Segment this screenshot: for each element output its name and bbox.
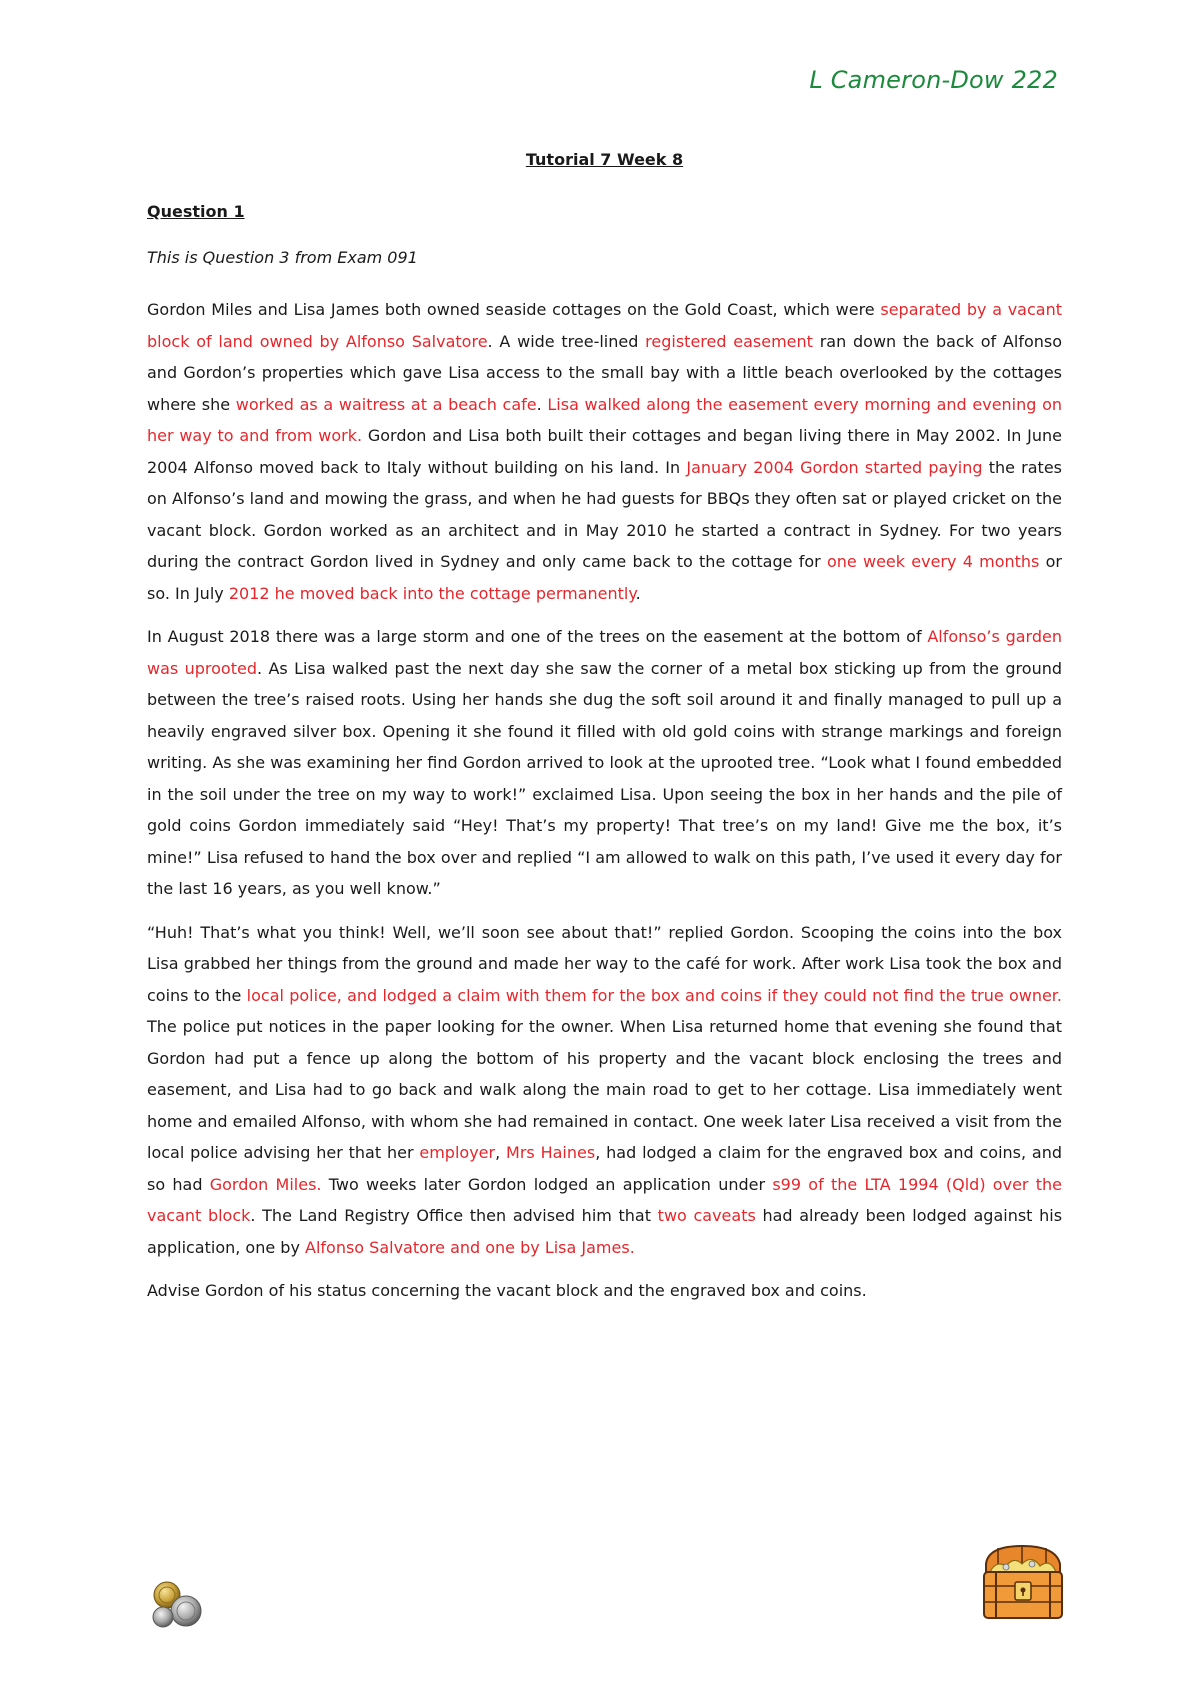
- coins-icon: [150, 1580, 210, 1630]
- highlighted-text: s99 of the LTA 1994 (Qld) over the vacant block: [147, 1174, 1063, 1225]
- question-heading: Question 1: [147, 202, 245, 221]
- highlighted-text: separated by a vacant block of land owned by Alfonso Salvatore: [147, 300, 1062, 351]
- body-text: the rates on Alfonso’s land and mowing the grass, and when he had guests for BBQs they often sat or played cricket on the vacant block. Gordon worked as an architect and in May 2010 he started a contract in Sydney. For two years during the contract Gordon lived in Sydney and only came back to the cottage for: [147, 457, 1063, 571]
- highlighted-text: registered easement: [645, 331, 813, 351]
- paragraph-2: [147, 621, 1062, 905]
- body-text: “Huh! That’s what you think! Well, we’ll soon see about that!” replied Gordon. Scooping the coins into the box Lisa grabbed her things from the ground and made her way to the café for work. After work Lisa took the box and coins to the: [147, 922, 1062, 1005]
- body-text: had already been lodged against his application, one by: [147, 1206, 1063, 1257]
- source-note: This is Question 3 from Exam 091: [147, 248, 418, 267]
- highlighted-text: Alfonso Salvatore and one by Lisa James.: [305, 1237, 635, 1257]
- body-text: ran down the back of Alfonso and Gordon’s properties which gave Lisa access to the small bay with a little beach overlooked by the cottages where she: [147, 331, 1063, 414]
- paragraph-3: [147, 917, 1062, 1264]
- body-text: or so. In July: [147, 552, 1063, 603]
- body-text: Gordon Miles and Lisa James both owned seaside cottages on the Gold Coast, which were: [147, 300, 881, 319]
- body-text: , had lodged a claim for the engraved box and coins, and so had: [147, 1143, 1063, 1194]
- highlighted-text: January 2004 Gordon started paying: [686, 457, 983, 477]
- highlighted-text: 2012 he moved back into the cottage permanently: [228, 583, 636, 603]
- treasure-chest-icon: [976, 1542, 1068, 1624]
- body-text: . A wide tree-lined: [487, 331, 646, 351]
- highlighted-text: worked as a waitress at a beach cafe: [235, 394, 537, 414]
- body-text: Two weeks later Gordon lodged an application under: [321, 1174, 773, 1194]
- body-text: The police put notices in the paper looking for the owner. When Lisa returned home that evening she found that Gordon had put a fence up along the bottom of his property and the vacant block enclosing the trees and easement, and Lisa had to go back and walk along the main road to get to her cottage. Lisa immediately went home and emailed Alfonso, with whom she had remained in contact. One week later Lisa received a visit from the local police advising her that her: [147, 1017, 1062, 1162]
- paragraph-1: [147, 294, 1062, 609]
- highlighted-text: Mrs Haines: [506, 1143, 596, 1162]
- body-text: .: [635, 583, 641, 603]
- body-text: . The Land Registry Office then advised him that: [250, 1206, 658, 1225]
- highlighted-text: employer: [419, 1143, 496, 1162]
- body-text: ,: [495, 1143, 507, 1162]
- highlighted-text: Alfonso’s garden was uprooted: [147, 627, 1062, 678]
- highlighted-text: local police, and lodged a claim with them for the box and coins if they could not find the true owner.: [246, 985, 1063, 1005]
- highlighted-text: Lisa walked along the easement every morning and evening on her way to and from work.: [147, 394, 1063, 445]
- highlighted-text: one week every 4 months: [826, 552, 1040, 571]
- highlighted-text: two caveats: [657, 1206, 756, 1225]
- body-text: Gordon and Lisa both built their cottages and began living there in May 2002. In June 2004 Alfonso moved back to Italy without building on his land. In: [147, 426, 1062, 477]
- body-text: . As Lisa walked past the next day she saw the corner of a metal box sticking up from the ground between the tree’s raised roots. Using her hands she dug the soft soil around it and finally managed to pull up a heavily engraved silver box. Opening it she found it filled with old gold coins with strange markings and foreign writing. As she was examining her find Gordon arrived to look at the uprooted tree. “Look what I found embedded in the soil under the tree on my way to work!” exclaimed Lisa. Upon seeing the box in her hands and the pile of gold coins Gordon immediately said “Hey! That’s my property! That tree’s on my land! Give me the box, it’s mine!” Lisa refused to hand the box over and replied “I am allowed to walk on this path, I’ve used it every day for the last 16 years, as you well know.”: [147, 658, 1063, 898]
- highlighted-text: Gordon Miles.: [209, 1174, 322, 1194]
- author-header: L Cameron-Dow 222: [809, 66, 1058, 94]
- closing-instruction: Advise Gordon of his status concerning the vacant block and the engraved box and coins.: [147, 1281, 867, 1300]
- page-title: Tutorial 7 Week 8: [525, 150, 684, 169]
- body-text: In August 2018 there was a large storm and one of the trees on the easement at the bottom of: [147, 627, 928, 646]
- document-body: [147, 148, 1062, 1319]
- body-text: .: [536, 394, 548, 414]
